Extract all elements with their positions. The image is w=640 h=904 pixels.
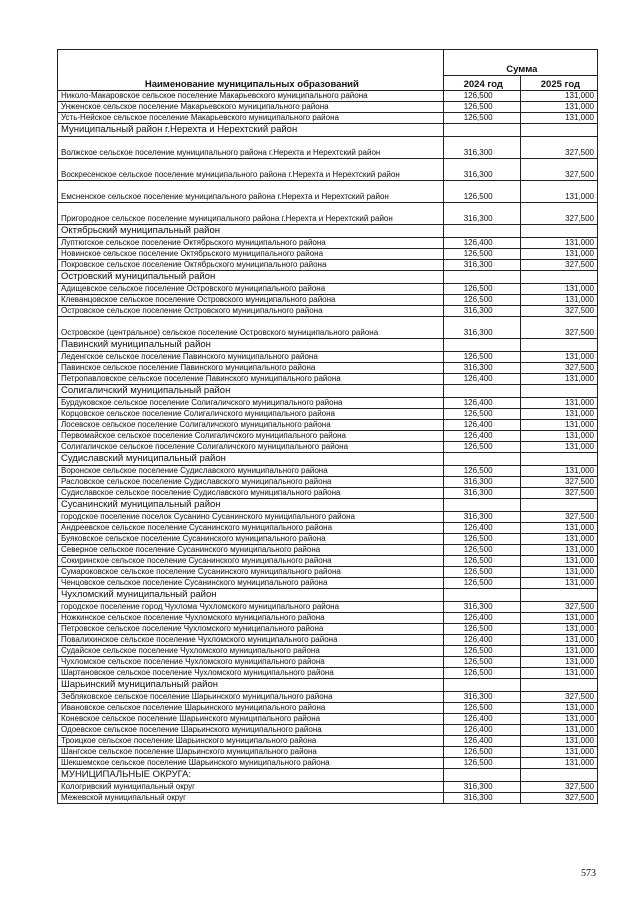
page-number: 573	[581, 868, 596, 879]
amount-2024: 316,300	[443, 512, 520, 523]
section-row	[58, 453, 598, 466]
amount-2025: 131,000	[520, 374, 597, 385]
municipality-name: Лосевское сельское поселение Солигаличского муниципального района	[58, 420, 444, 431]
amount-2025: 131,000	[520, 613, 597, 624]
amount-2024: 126,500	[443, 556, 520, 567]
amount-2025: 131,000	[520, 578, 597, 589]
empty-cell	[443, 339, 520, 352]
amount-2025: 327,500	[520, 477, 597, 488]
municipality-name: Шангское сельское поселение Шарьинского муниципального района	[58, 747, 444, 758]
section-row	[58, 499, 598, 512]
table-row	[58, 398, 598, 409]
municipality-name: Воронское сельское поселение Судиславского муниципального района	[58, 466, 444, 477]
municipality-name: Буяковское сельское поселение Сусанинского муниципального района	[58, 534, 444, 545]
header-sum: Сумма	[443, 50, 597, 76]
amount-2025: 131,000	[520, 523, 597, 534]
municipality-name: Зебляковское сельское поселение Шарьинского муниципального района	[58, 692, 444, 703]
amount-2025: 131,000	[520, 657, 597, 668]
table-row	[58, 657, 598, 668]
municipality-name: Новинское сельское поселение Октябрьского муниципального района	[58, 249, 444, 260]
amount-2024: 126,500	[443, 668, 520, 679]
table-row	[58, 725, 598, 736]
table-row	[58, 102, 598, 113]
table-row	[58, 352, 598, 363]
table-row	[58, 181, 598, 203]
amount-2025: 131,000	[520, 624, 597, 635]
amount-2025: 131,000	[520, 91, 597, 102]
municipality-name: Ножкинское сельское поселение Чухломского муниципального района	[58, 613, 444, 624]
table-row	[58, 260, 598, 271]
municipality-name: Межевской муниципальный округ	[58, 793, 444, 804]
amount-2025: 131,000	[520, 534, 597, 545]
amount-2024: 316,300	[443, 488, 520, 499]
municipality-name: Судайское сельское поселение Чухломского муниципального района	[58, 646, 444, 657]
table-row	[58, 466, 598, 477]
amount-2025: 131,000	[520, 249, 597, 260]
section-title: Сусанинский муниципальный район	[58, 499, 444, 512]
amount-2025: 327,500	[520, 488, 597, 499]
section-title: Муниципальный район г.Нерехта и Нерехтский район	[58, 124, 444, 137]
empty-cell	[520, 589, 597, 602]
section-title: Судиславский муниципальный район	[58, 453, 444, 466]
amount-2024: 126,400	[443, 714, 520, 725]
municipality-name: городское поселение поселок Сусанино Сусанинского муниципального района	[58, 512, 444, 523]
municipality-name: Расловское сельское поселение Судиславского муниципального района	[58, 477, 444, 488]
amount-2024: 126,400	[443, 725, 520, 736]
municipality-name: Адищевское сельское поселение Островского муниципального района	[58, 284, 444, 295]
municipality-name: Чухломское сельское поселение Чухломского муниципального района	[58, 657, 444, 668]
municipality-name: Луптюгское сельское поселение Октябрьского муниципального района	[58, 238, 444, 249]
empty-cell	[520, 339, 597, 352]
table-row	[58, 137, 598, 159]
amount-2025: 131,000	[520, 238, 597, 249]
table-row	[58, 420, 598, 431]
amount-2025: 131,000	[520, 714, 597, 725]
table-row	[58, 284, 598, 295]
municipality-name: Коневское сельское поселение Шарьинского муниципального района	[58, 714, 444, 725]
amount-2025: 327,500	[520, 782, 597, 793]
table-row	[58, 613, 598, 624]
table-row	[58, 545, 598, 556]
table-row	[58, 793, 598, 804]
section-title: Солигаличский муниципальный район	[58, 385, 444, 398]
amount-2025: 131,000	[520, 703, 597, 714]
amount-2024: 316,300	[443, 159, 520, 181]
allocation-table	[57, 49, 598, 804]
amount-2025: 327,500	[520, 137, 597, 159]
amount-2025: 131,000	[520, 725, 597, 736]
municipality-name: Островское сельское поселение Островского муниципального района	[58, 306, 444, 317]
municipality-name: Петровское сельское поселение Чухломского муниципального района	[58, 624, 444, 635]
municipality-name: городское поселение город Чухлома Чухломского муниципального района	[58, 602, 444, 613]
table-row	[58, 431, 598, 442]
municipality-name: Покровское сельское поселение Октябрьского муниципального района	[58, 260, 444, 271]
amount-2025: 327,500	[520, 317, 597, 339]
table-row	[58, 203, 598, 225]
table-row	[58, 635, 598, 646]
empty-cell	[520, 271, 597, 284]
section-title: Октябрьский муниципальный район	[58, 225, 444, 238]
amount-2025: 131,000	[520, 567, 597, 578]
amount-2025: 131,000	[520, 646, 597, 657]
amount-2024: 126,500	[443, 646, 520, 657]
municipality-name: Корцовское сельское поселение Солигаличского муниципального района	[58, 409, 444, 420]
empty-cell	[520, 385, 597, 398]
municipality-name: Островское (центральное) сельское поселение Островского муниципального района	[58, 317, 444, 339]
amount-2025: 131,000	[520, 442, 597, 453]
table-row	[58, 374, 598, 385]
section-title: Островский муниципальный район	[58, 271, 444, 284]
empty-cell	[443, 385, 520, 398]
amount-2024: 126,500	[443, 534, 520, 545]
amount-2024: 126,400	[443, 238, 520, 249]
empty-cell	[520, 679, 597, 692]
section-row	[58, 385, 598, 398]
municipality-name: Ченцовское сельское поселение Сусанинского муниципального района	[58, 578, 444, 589]
municipality-name: Емсненское сельское поселение муниципального района г.Нерехта и Нерехтский район	[58, 181, 444, 203]
table-row	[58, 646, 598, 657]
amount-2025: 131,000	[520, 284, 597, 295]
table-row	[58, 512, 598, 523]
amount-2024: 126,400	[443, 613, 520, 624]
table-row	[58, 477, 598, 488]
amount-2024: 126,400	[443, 431, 520, 442]
amount-2024: 316,300	[443, 306, 520, 317]
amount-2024: 126,500	[443, 624, 520, 635]
amount-2024: 316,300	[443, 363, 520, 374]
section-title: Чухломский муниципальный район	[58, 589, 444, 602]
municipality-name: Ивановское сельское поселение Шарьинского муниципального района	[58, 703, 444, 714]
amount-2024: 126,500	[443, 409, 520, 420]
table-row	[58, 602, 598, 613]
table-row	[58, 556, 598, 567]
section-row	[58, 271, 598, 284]
amount-2025: 327,500	[520, 512, 597, 523]
amount-2025: 131,000	[520, 398, 597, 409]
municipality-name: Первомайское сельское поселение Солигаличского муниципального района	[58, 431, 444, 442]
empty-cell	[520, 769, 597, 782]
municipality-name: Сумароковское сельское поселение Сусанинского муниципального района	[58, 567, 444, 578]
amount-2024: 126,500	[443, 91, 520, 102]
amount-2024: 126,400	[443, 635, 520, 646]
amount-2024: 316,300	[443, 477, 520, 488]
amount-2025: 131,000	[520, 431, 597, 442]
amount-2025: 327,500	[520, 203, 597, 225]
amount-2024: 126,500	[443, 466, 520, 477]
municipality-name: Сокиринское сельское поселение Сусанинского муниципального района	[58, 556, 444, 567]
municipality-name: Петропавловское сельское поселение Павинского муниципального района	[58, 374, 444, 385]
municipality-name: Шекшемское сельское поселение Шарьинского муниципального района	[58, 758, 444, 769]
table-row	[58, 442, 598, 453]
municipality-name: Троицкое сельское поселение Шарьинского муниципального района	[58, 736, 444, 747]
municipality-name: Воскресенское сельское поселение муниципального района г.Нерехта и Нерехтский район	[58, 159, 444, 181]
municipality-name: Николо-Макаровское сельское поселение Макарьевского муниципального района	[58, 91, 444, 102]
amount-2024: 126,500	[443, 747, 520, 758]
table-row	[58, 249, 598, 260]
table-row	[58, 488, 598, 499]
amount-2024: 316,300	[443, 793, 520, 804]
municipality-name: Леденгское сельское поселение Павинского муниципального района	[58, 352, 444, 363]
amount-2025: 131,000	[520, 466, 597, 477]
table-row	[58, 523, 598, 534]
table-row	[58, 624, 598, 635]
amount-2024: 316,300	[443, 260, 520, 271]
table-row	[58, 782, 598, 793]
empty-cell	[443, 124, 520, 137]
amount-2024: 316,300	[443, 203, 520, 225]
amount-2024: 316,300	[443, 602, 520, 613]
section-row	[58, 225, 598, 238]
table-body	[58, 91, 598, 804]
municipality-name: Усть-Нейское сельское поселение Макарьевского муниципального района	[58, 113, 444, 124]
empty-cell	[443, 679, 520, 692]
amount-2025: 131,000	[520, 102, 597, 113]
amount-2025: 327,500	[520, 363, 597, 374]
section-row	[58, 769, 598, 782]
table-row	[58, 534, 598, 545]
amount-2024: 126,400	[443, 420, 520, 431]
amount-2024: 316,300	[443, 317, 520, 339]
amount-2024: 126,500	[443, 352, 520, 363]
municipality-name: Северное сельское поселение Сусанинского муниципального района	[58, 545, 444, 556]
amount-2024: 126,500	[443, 249, 520, 260]
section-title: МУНИЦИПАЛЬНЫЕ ОКРУГА:	[58, 769, 444, 782]
amount-2025: 131,000	[520, 556, 597, 567]
municipality-name: Кологривский муниципальный округ	[58, 782, 444, 793]
amount-2024: 126,400	[443, 374, 520, 385]
amount-2024: 126,500	[443, 181, 520, 203]
municipality-name: Повалихинское сельское поселение Чухломского муниципального района	[58, 635, 444, 646]
amount-2025: 131,000	[520, 747, 597, 758]
amount-2024: 126,500	[443, 758, 520, 769]
amount-2025: 131,000	[520, 409, 597, 420]
empty-cell	[520, 499, 597, 512]
municipality-name: Пригородное сельское поселение муниципального района г.Нерехта и Нерехтский район	[58, 203, 444, 225]
amount-2024: 126,500	[443, 567, 520, 578]
amount-2025: 131,000	[520, 113, 597, 124]
municipality-name: Солигаличское сельское поселение Солигаличского муниципального района	[58, 442, 444, 453]
section-row	[58, 679, 598, 692]
amount-2025: 131,000	[520, 758, 597, 769]
municipality-name: Судиславское сельское поселение Судиславского муниципального района	[58, 488, 444, 499]
table-row	[58, 668, 598, 679]
section-row	[58, 124, 598, 137]
amount-2025: 131,000	[520, 352, 597, 363]
table-row	[58, 363, 598, 374]
amount-2025: 327,500	[520, 306, 597, 317]
municipality-name: Бурдуковское сельское поселение Солигаличского муниципального района	[58, 398, 444, 409]
amount-2025: 131,000	[520, 181, 597, 203]
empty-cell	[443, 499, 520, 512]
amount-2025: 131,000	[520, 635, 597, 646]
table-row	[58, 736, 598, 747]
amount-2025: 327,500	[520, 793, 597, 804]
table-row	[58, 295, 598, 306]
header-year-2025: 2025 год	[520, 75, 597, 90]
amount-2024: 126,500	[443, 113, 520, 124]
amount-2024: 126,500	[443, 102, 520, 113]
amount-2025: 131,000	[520, 736, 597, 747]
amount-2024: 316,300	[443, 782, 520, 793]
section-title: Шарьинский муниципальный район	[58, 679, 444, 692]
municipality-name: Андреевское сельское поселение Сусанинского муниципального района	[58, 523, 444, 534]
table-row	[58, 578, 598, 589]
header-name: Наименование муниципальных образований	[58, 50, 444, 91]
empty-cell	[443, 225, 520, 238]
section-row	[58, 339, 598, 352]
table-row	[58, 714, 598, 725]
amount-2025: 327,500	[520, 260, 597, 271]
amount-2024: 126,500	[443, 703, 520, 714]
empty-cell	[443, 589, 520, 602]
table-row	[58, 747, 598, 758]
amount-2024: 126,500	[443, 295, 520, 306]
amount-2024: 126,400	[443, 398, 520, 409]
table-row	[58, 703, 598, 714]
municipality-name: Унженское сельское поселение Макарьевского муниципального района	[58, 102, 444, 113]
table-row	[58, 238, 598, 249]
table-row	[58, 567, 598, 578]
amount-2024: 126,400	[443, 523, 520, 534]
table-row	[58, 159, 598, 181]
table-row	[58, 113, 598, 124]
municipality-name: Волжское сельское поселение муниципального района г.Нерехта и Нерехтский район	[58, 137, 444, 159]
table-row	[58, 758, 598, 769]
empty-cell	[443, 453, 520, 466]
amount-2025: 131,000	[520, 668, 597, 679]
empty-cell	[520, 453, 597, 466]
amount-2024: 126,500	[443, 657, 520, 668]
municipality-name: Шартановское сельское поселение Чухломского муниципального района	[58, 668, 444, 679]
amount-2025: 327,500	[520, 692, 597, 703]
section-row	[58, 589, 598, 602]
empty-cell	[443, 271, 520, 284]
municipality-name: Одоевское сельское поселение Шарьинского муниципального района	[58, 725, 444, 736]
amount-2025: 131,000	[520, 420, 597, 431]
table-row	[58, 409, 598, 420]
municipality-name: Клеванцовское сельское поселение Островского муниципального района	[58, 295, 444, 306]
amount-2024: 126,400	[443, 736, 520, 747]
section-title: Павинский муниципальный район	[58, 339, 444, 352]
amount-2025: 327,500	[520, 602, 597, 613]
table-row	[58, 91, 598, 102]
table-row	[58, 306, 598, 317]
amount-2025: 327,500	[520, 159, 597, 181]
table-row	[58, 692, 598, 703]
amount-2024: 126,500	[443, 578, 520, 589]
amount-2025: 131,000	[520, 295, 597, 306]
empty-cell	[443, 769, 520, 782]
amount-2024: 126,500	[443, 545, 520, 556]
header-year-2024: 2024 год	[443, 75, 520, 90]
empty-cell	[520, 124, 597, 137]
amount-2024: 316,300	[443, 137, 520, 159]
empty-cell	[520, 225, 597, 238]
amount-2024: 126,500	[443, 284, 520, 295]
amount-2024: 126,500	[443, 442, 520, 453]
amount-2025: 131,000	[520, 545, 597, 556]
municipality-name: Павинское сельское поселение Павинского муниципального района	[58, 363, 444, 374]
amount-2024: 316,300	[443, 692, 520, 703]
table-row	[58, 317, 598, 339]
